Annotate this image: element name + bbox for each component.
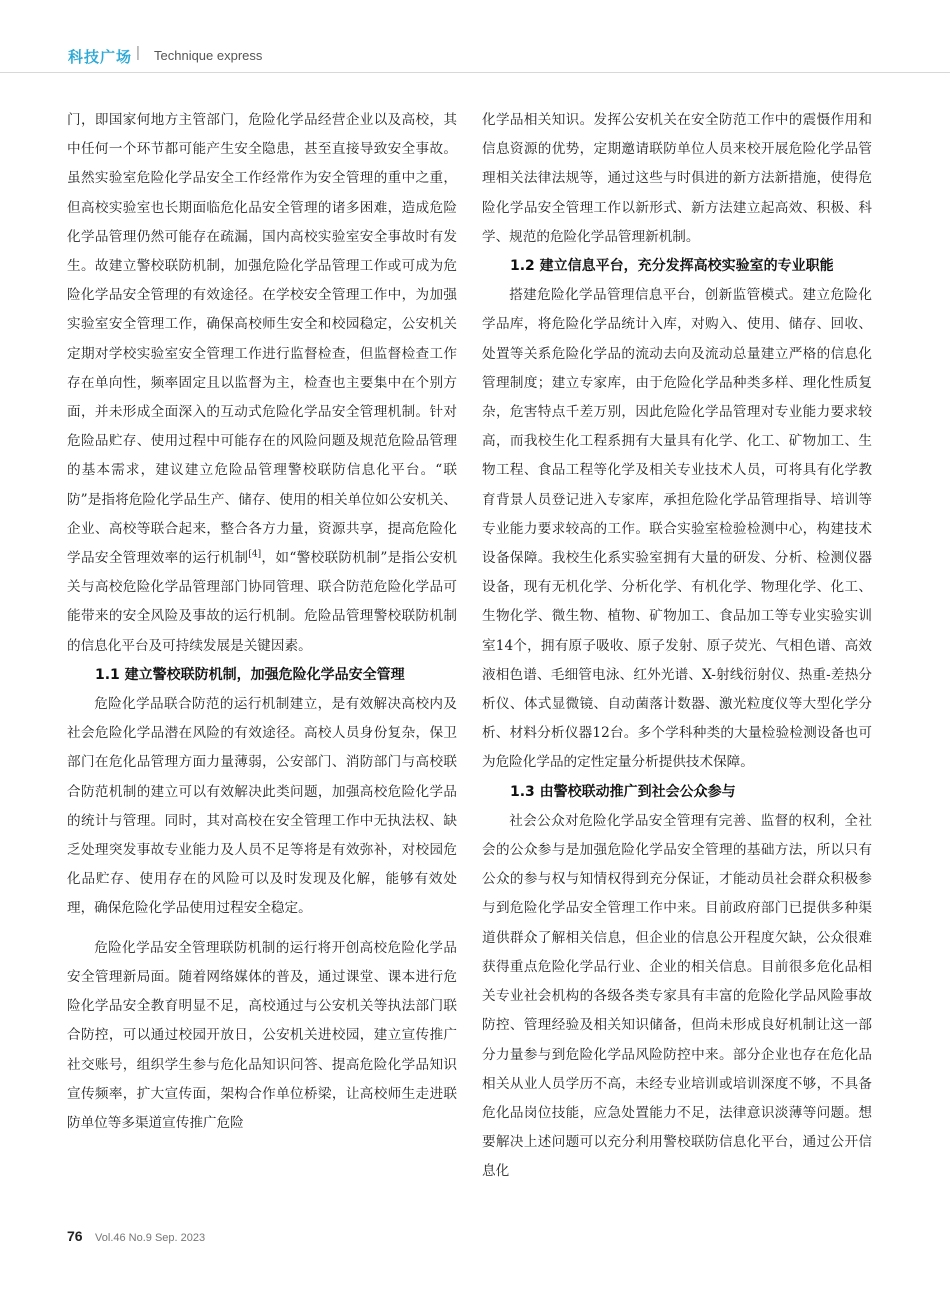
citation: [4]: [248, 549, 262, 560]
header-rule: [0, 72, 950, 73]
paragraph: 危险化学品安全管理联防机制的运行将开创高校危险化学品安全管理新局面。随着网络媒体的普及，通过课堂、课本进行危险化学品安全教育明显不足，高校通过与公安机关等执法部门联合防控，可以通过校园开放日，公安机关进校园，建立宣传推广社交账号，组织学生参与危化品知识问答、提高危险化学品知识宣传频率，扩大宣传面，架构合作单位桥梁，让高校师生走进联防单位等多渠道宣传推广危险: [67, 939, 457, 1131]
paragraph: 危险化学品联合防范的运行机制建立，是有效解决高校内及社会危险化学品潜在风险的有效途径。高校人员身份复杂，保卫部门在危化品管理方面力量薄弱，公安部门、消防部门与高校联合防范机制的建立可以有效解决此类问题，加强高校危险化学品的统计与管理。同时，其对高校在安全管理工作中无执法权、缺乏处理突发事故专业能力及人员不足等将是有效弥补，对校园危化品贮存、使用存在的风险可以及时发现及化解，能够有效处理，确保危险化学品使用过程安全稳定。: [67, 696, 457, 917]
section-heading-1-2: 1.2 建立信息平台，充分发挥高校实验室的专业职能: [510, 258, 834, 275]
paragraph: 社会公众对危险化学品安全管理有完善、监督的权利，全社会的公众参与是加强危险化学品安全管理的基础方法，所以只有公众的参与权与知情权得到充分保证，才能动员社会群众积极参与到危险化学品安全管理工作中来。目前政府部门已提供多种渠道供群众了解相关信息，但企业的信息公开程度欠缺，公众很难获得重点危险化学品行业、企业的相关信息。目前很多危化品相关专业社会机构的各级各类专家具有丰富的危险化学品风险事故防控、管理经验及相关知识储备，但尚未形成良好机制让这一部分力量参与到危险化学品风险防控中来。部分企业也存在危化品相关从业人员学历不高，未经专业培训或培训深度不够，不具备危化品岗位技能，应急处置能力不足，法律意识淡薄等问题。想要解决上述问题可以充分利用警校联防信息化平台，通过公开信息化: [482, 812, 872, 1180]
section-title: 科技广场: [68, 48, 133, 66]
paragraph: 门，即国家何地方主管部门，危险化学品经营企业以及高校，其中任何一个环节都可能产生安全隐患，甚至直接导致安全事故。虽然实验室危险化学品安全工作经常作为安全管理的重中之重，但高校实验室也长期面临危化品安全管理的诸多困难，造成危险化学品管理仍然可能存在疏漏，国内高校实验室安全事故时有发生。故建立警校联防机制，加强危险化学品管理工作或可成为危险化学品安全管理的有效途径。在学校安全管理工作中，为加强实验室安全管理工作，确保高校师生安全和校园稳定，公安机关定期对学校实验室安全管理工作进行监督检查，但监督检查工作存在单向性，频率固定且以监督为主，检查也主要集中在个别方面，并未形成全面深入的互动式危险化学品安全管理机制。针对危险品贮存、使用过程中可能存在的风险问题及规范危险品管理的基本需求，建议建立危险品管理警校联防信息化平台。“联防”是指将危险化学品生产、储存、使用的相关单位如公安机关、企业、高校等联合起来，整合各方力量，资源共享，提高危险化学品安全管理效率的运行机制[4]，如“警校联防机制”是指公安机关与高校危险化学品管理部门协同管理、联合防范危险化学品可能带来的安全风险及事故的运行机制。危险品管理警校联防机制的信息化平台及可持续发展是关键因素。: [67, 112, 458, 654]
left-column: [67, 106, 457, 1138]
journal-name: Technique express: [154, 48, 263, 63]
section-heading-1-1: 1.1 建立警校联防机制，加强危险化学品安全管理: [95, 666, 405, 683]
paragraph: 化学品相关知识。发挥公安机关在安全防范工作中的震慑作用和信息资源的优势，定期邀请联防单位人员来校开展危险化学品管理相关法律法规等，通过这些与时俱进的新方法新措施，使得危险化学品安全管理工作以新形式、新方法建立起高效、积极、科学、规范的危险化学品管理新机制。: [482, 112, 872, 245]
right-column: [482, 106, 872, 1187]
header-separator: |: [136, 44, 140, 61]
issue-info: Vol.46 No.9 Sep. 2023: [95, 1232, 206, 1244]
page-header: [0, 0, 950, 74]
paragraph: 搭建危险化学品管理信息平台，创新监管模式。建立危险化学品库，将危险化学品统计入库，对购入、使用、储存、回收、处置等关系危险化学品的流动去向及流动总量建立严格的信息化管理制度；建立专家库，由于危险化学品种类多样、理化性质复杂，危害特点千差万别，因此危险化学品管理对专业能力要求较高，而我校生化工程系拥有大量具有化学、化工、矿物加工、生物工程、食品工程等化学及相关专业技术人员，可将具有化学教育背景人员登记进入专家库，承担危险化学品管理指导、培训等专业能力要求较高的工作。联合实验室检验检测中心，构建技术设备保障。我校生化系实验室拥有大量的研发、分析、检测仪器设备，现有无机化学、分析化学、有机化学、物理化学、化工、生物化学、微生物、植物、矿物加工、食品加工等专业实验实训室14个，拥有原子吸收、原子发射、原子荧光、气相色谱、高效液相色谱、毛细管电泳、红外光谱、X-射线衍射仪、热重-差热分析仪、体式显微镜、自动菌落计数器、激光粒度仪等大型化学分析、材料分析仪器12台。多个学科种类的大量检验检测设备也可为危险化学品的定性定量分析提供技术保障。: [482, 287, 872, 771]
page-number: 76: [67, 1228, 83, 1244]
page-footer: [67, 1228, 205, 1246]
section-heading-1-3: 1.3 由警校联动推广到社会公众参与: [510, 783, 736, 800]
